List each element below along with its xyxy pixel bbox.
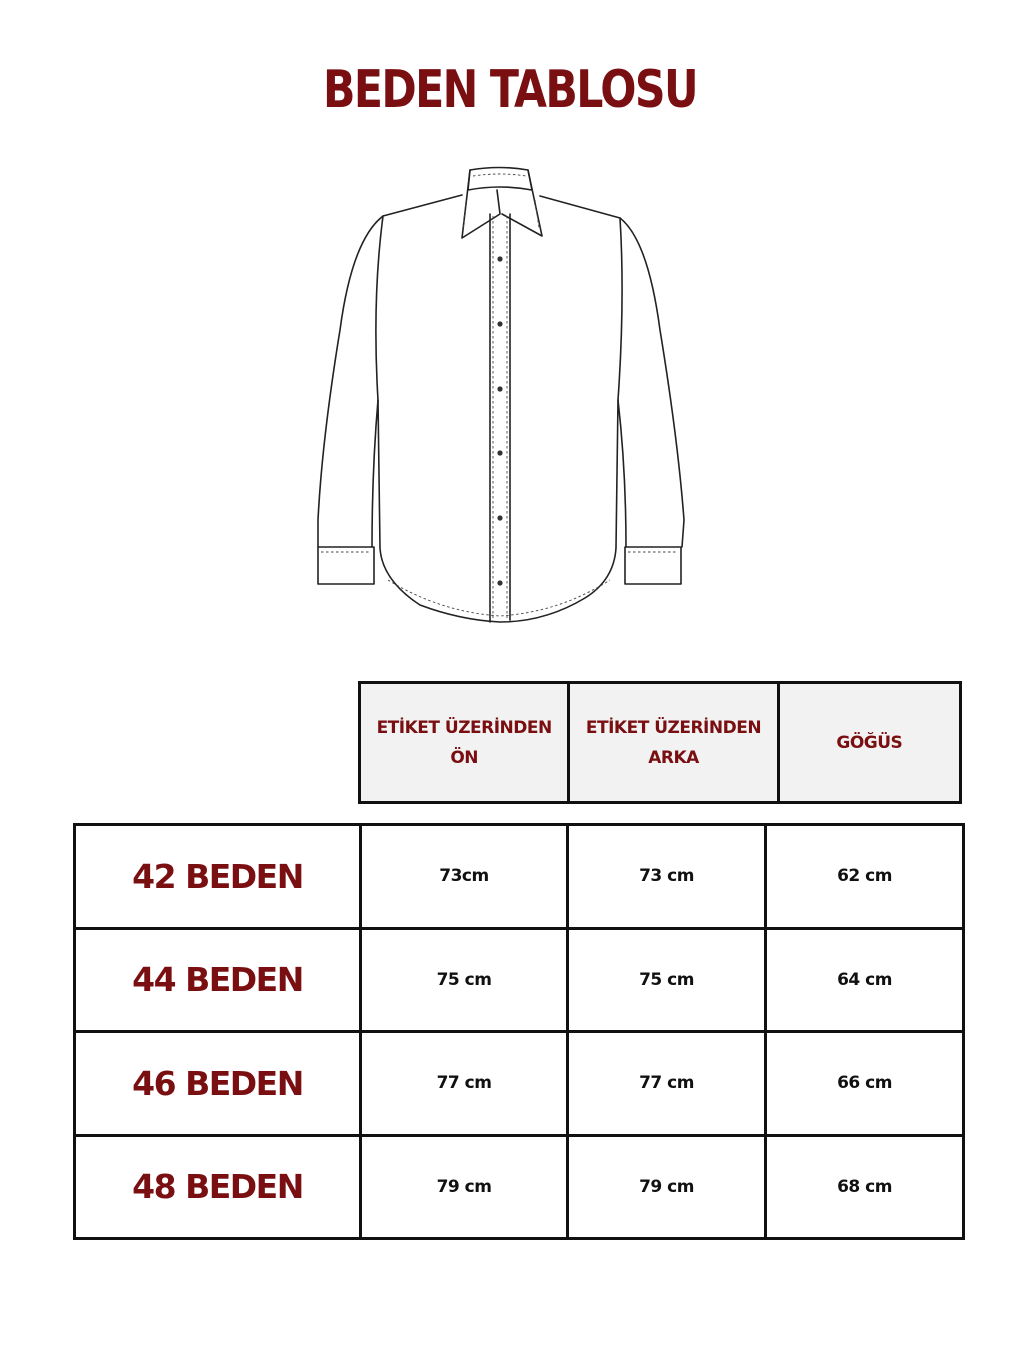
table-row	[75, 1032, 964, 1136]
back-value: 79 cm	[568, 1135, 766, 1239]
front-value: 79 cm	[361, 1135, 568, 1239]
back-value: 77 cm	[568, 1032, 766, 1136]
size-label: 44 BEDEN	[75, 928, 361, 1032]
size-label: 48 BEDEN	[75, 1135, 361, 1239]
header-chest: GÖĞÜS	[778, 683, 960, 803]
chest-value: 62 cm	[766, 825, 964, 929]
chest-value: 66 cm	[766, 1032, 964, 1136]
header-front: ETİKET ÜZERİNDEN ÖN	[360, 683, 569, 803]
shirt-flat-sketch-icon	[295, 160, 695, 630]
chest-value: 68 cm	[766, 1135, 964, 1239]
front-value: 73cm	[361, 825, 568, 929]
table-row	[75, 928, 964, 1032]
front-value: 77 cm	[361, 1032, 568, 1136]
table-row	[75, 1135, 964, 1239]
chest-value: 64 cm	[766, 928, 964, 1032]
size-label: 46 BEDEN	[75, 1032, 361, 1136]
size-label: 42 BEDEN	[75, 825, 361, 929]
back-value: 75 cm	[568, 928, 766, 1032]
size-table	[73, 823, 965, 1240]
table-row	[75, 825, 964, 929]
header-back: ETİKET ÜZERİNDEN ARKA	[569, 683, 778, 803]
header-table	[358, 681, 962, 804]
back-value: 73 cm	[568, 825, 766, 929]
front-value: 75 cm	[361, 928, 568, 1032]
page-title: BEDEN TABLOSU	[323, 60, 697, 120]
